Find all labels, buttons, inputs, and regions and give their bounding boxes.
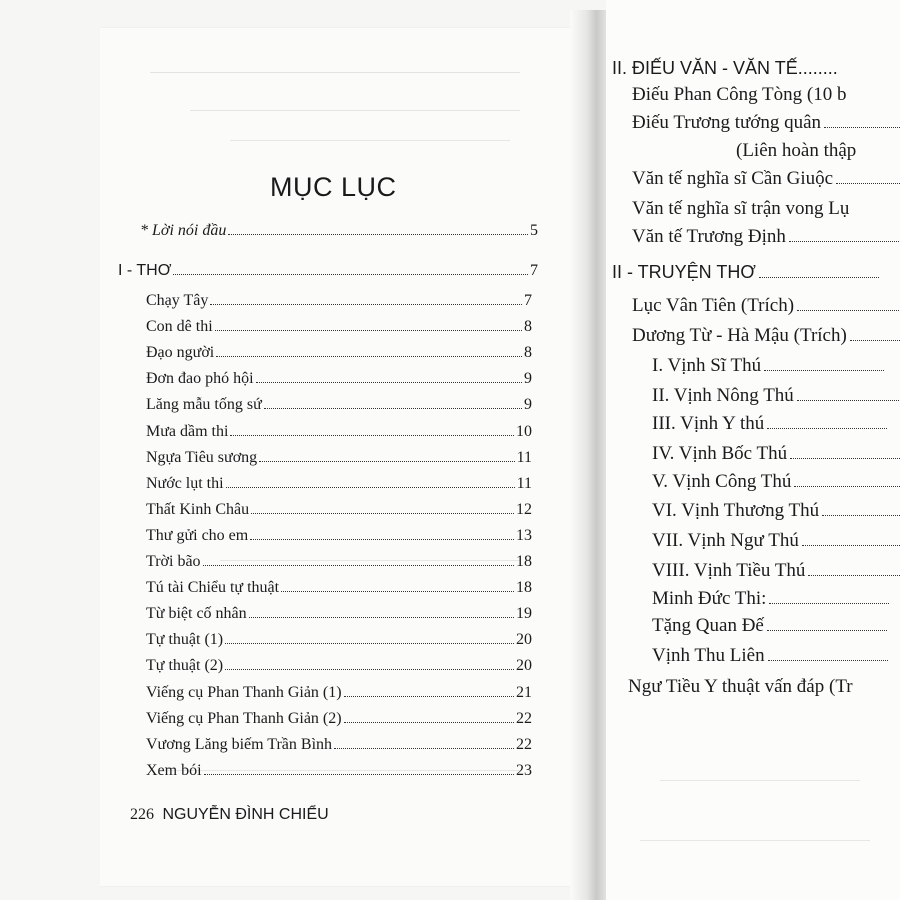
section-page: 7 <box>530 262 538 279</box>
right-toc-entry <box>632 325 900 347</box>
right-toc-entry <box>652 560 900 582</box>
toc-entry-page: 9 <box>524 370 532 388</box>
toc-entry-label: * Lời nói đầu <box>140 222 227 239</box>
toc-entry <box>146 344 532 362</box>
toc-entry-page: 11 <box>516 448 532 466</box>
right-toc-entry-label: Tặng Quan Đế <box>652 615 764 636</box>
right-toc-entry <box>632 112 900 134</box>
right-toc-entry <box>632 168 900 190</box>
right-toc-entry <box>652 500 900 522</box>
right-toc-entry <box>612 262 879 283</box>
toc-entry-label: Từ biệt cố nhân <box>146 605 247 623</box>
dot-leader <box>344 722 514 723</box>
toc-entry-label: Đơn đao phó hội <box>146 370 254 388</box>
toc-entry-page: 13 <box>516 526 532 544</box>
toc-entry <box>146 423 532 441</box>
right-toc-entry <box>652 530 900 552</box>
dot-leader <box>767 630 887 631</box>
dot-leader <box>759 277 879 278</box>
right-toc-entry <box>652 385 900 407</box>
right-toc-entry-label: Lục Vân Tiên (Trích) <box>632 295 795 316</box>
right-toc-entry <box>652 443 900 465</box>
toc-entry-label: Trời bão <box>146 553 201 570</box>
right-toc-entry <box>612 58 838 79</box>
right-toc-entry <box>632 84 846 106</box>
dot-leader <box>281 591 514 592</box>
dot-leader <box>822 515 900 516</box>
right-toc-entry <box>652 615 887 637</box>
dot-leader <box>797 310 900 311</box>
footer-author: NGUYỄN ĐÌNH CHIỂU <box>162 806 329 823</box>
toc-entry-page: 12 <box>516 500 532 518</box>
toc-entry <box>146 736 532 754</box>
dot-leader <box>228 234 528 235</box>
toc-entry <box>146 527 532 545</box>
right-toc-entry-label: VI. Vịnh Thương Thú <box>652 500 820 521</box>
toc-entry-page: 10 <box>516 422 532 440</box>
right-toc-entry-label: II. Vịnh Nông Thú <box>652 385 794 406</box>
dot-leader <box>250 539 514 540</box>
right-toc-entry-label: II - TRUYỆN THƠ <box>612 262 756 282</box>
toc-entry <box>146 631 532 649</box>
right-toc-entry-label: III. Vịnh Y thú <box>652 413 765 434</box>
toc-entry <box>146 449 532 467</box>
toc-entry-page: 8 <box>524 344 532 362</box>
dot-leader <box>204 774 514 775</box>
dot-leader <box>216 356 522 357</box>
right-toc-entry-label: Minh Đức Thi: <box>652 588 767 609</box>
dot-leader <box>344 696 514 697</box>
toc-entry-label: Nước lụt thi <box>146 474 224 492</box>
right-toc-entry <box>652 645 888 667</box>
right-toc-entry <box>652 413 887 435</box>
toc-entry-page: 21 <box>516 683 532 701</box>
toc-entry <box>146 370 532 388</box>
right-toc-entry-label: Văn tế nghĩa sĩ trận vong Lụ <box>632 198 850 219</box>
right-toc-entry-label: VII. Vịnh Ngư Thú <box>652 530 799 551</box>
toc-entry-label: Vương Lăng biếm Trần Bình <box>146 735 333 753</box>
toc-entry-label: Viếng cụ Phan Thanh Giản (2) <box>146 709 342 727</box>
toc-entry-label: Ngựa Tiêu sương <box>146 448 258 466</box>
toc-entry <box>146 657 532 675</box>
right-toc-entry <box>652 355 884 377</box>
dot-leader <box>259 461 514 462</box>
dot-leader <box>836 183 900 184</box>
right-toc-entry <box>628 676 853 698</box>
toc-entry <box>146 318 532 336</box>
dot-leader <box>256 382 522 383</box>
toc-entry <box>146 605 532 623</box>
toc-entry-page: 20 <box>516 657 532 675</box>
right-toc-entry <box>632 295 900 317</box>
toc-entry-label: Tự thuật (2) <box>146 657 224 675</box>
toc-entry-page: 22 <box>516 709 532 727</box>
right-toc-entry-label: II. ĐIẾU VĂN - VĂN TẾ........ <box>612 58 838 78</box>
dot-leader <box>764 370 884 371</box>
page-number: 226 <box>130 806 154 823</box>
right-toc-entry-label: V. Vịnh Công Thú <box>652 471 792 492</box>
toc-entry <box>146 579 532 597</box>
toc-entry-label: Tú tài Chiểu tự thuật <box>146 579 280 597</box>
toc-entry-page: 22 <box>516 735 532 753</box>
dot-leader <box>173 274 528 275</box>
toc-entry-intro <box>140 222 538 240</box>
toc-entry <box>146 292 532 310</box>
dot-leader <box>215 330 522 331</box>
right-toc-entry-label: Vịnh Thu Liên <box>652 645 765 666</box>
toc-entry <box>146 553 532 571</box>
right-toc-entry-label: VIII. Vịnh Tiều Thú <box>652 560 806 581</box>
toc-entry <box>146 684 532 702</box>
toc-entry-page: 9 <box>524 396 532 414</box>
right-toc-entry-label: Văn tế Trương Định <box>632 226 786 247</box>
dot-leader <box>768 660 888 661</box>
dot-leader <box>789 241 900 242</box>
toc-entry-label: Thư gửi cho em <box>146 526 249 544</box>
toc-entry-label: Lăng mẫu tống sứ <box>146 396 262 414</box>
right-toc-entry-label: I. Vịnh Sĩ Thú <box>652 355 762 376</box>
dot-leader <box>203 565 514 566</box>
toc-entry-label: Chạy Tây <box>146 292 209 309</box>
right-toc-entry <box>652 588 889 610</box>
toc-entry-label: Mưa dầm thi <box>146 422 229 440</box>
dot-leader <box>210 304 522 305</box>
dot-leader <box>264 408 522 409</box>
toc-entry-page: 18 <box>516 579 532 597</box>
toc-entry <box>146 396 532 414</box>
dot-leader <box>225 643 514 644</box>
right-toc-entry-label: Ngư Tiều Y thuật vấn đáp (Tr <box>628 676 853 697</box>
dot-leader <box>225 669 514 670</box>
dot-leader <box>251 513 514 514</box>
toc-section-heading <box>118 262 538 280</box>
dot-leader <box>850 340 900 341</box>
dot-leader <box>794 486 900 487</box>
page-title: MỤC LỤC <box>270 172 397 202</box>
toc-entry-page: 5 <box>530 222 538 239</box>
toc-entry <box>146 475 532 493</box>
right-toc-entry-label: IV. Vịnh Bốc Thú <box>652 443 788 464</box>
dot-leader <box>790 458 900 459</box>
dot-leader <box>334 748 514 749</box>
dot-leader <box>230 435 514 436</box>
toc-entry-label: Xem bói <box>146 761 202 779</box>
toc-entry-page: 11 <box>516 474 532 492</box>
dot-leader <box>797 400 900 401</box>
right-toc-entry-label: Văn tế nghĩa sĩ Cần Giuộc <box>632 168 834 189</box>
right-toc-entry-label: Điếu Trương tướng quân <box>632 112 822 133</box>
toc-entry-page: 19 <box>516 605 532 623</box>
right-toc-entry <box>632 226 900 248</box>
toc-entry <box>146 501 532 519</box>
toc-entry-page: 18 <box>516 553 532 570</box>
right-toc-entry-label: (Liên hoàn thập <box>736 140 857 161</box>
toc-entry-page: 8 <box>524 318 532 336</box>
dot-leader <box>808 575 900 576</box>
dot-leader <box>802 545 900 546</box>
dot-leader <box>249 617 514 618</box>
toc-entry-label: Con dê thi <box>146 318 213 336</box>
dot-leader <box>769 603 889 604</box>
toc-entry-label: Tự thuật (1) <box>146 631 224 649</box>
right-toc-entry-label: Điếu Phan Công Tòng (10 b <box>632 84 847 105</box>
dot-leader <box>824 127 900 128</box>
toc-entry-page: 23 <box>516 761 532 779</box>
toc-entry-label: Đạo người <box>146 344 215 362</box>
toc-entry <box>146 710 532 728</box>
section-label: I - THƠ <box>118 262 172 279</box>
right-toc-entry <box>632 198 849 220</box>
right-toc-entry <box>652 471 900 493</box>
right-toc-entry <box>736 140 856 162</box>
dot-leader <box>767 428 887 429</box>
page-footer <box>130 806 329 824</box>
toc-entry-label: Viếng cụ Phan Thanh Giản (1) <box>146 683 342 701</box>
toc-entry-label: Thất Kinh Châu <box>146 500 250 518</box>
toc-entry <box>146 762 532 780</box>
right-toc-entry-label: Dương Từ - Hà Mậu (Trích) <box>632 325 847 346</box>
toc-entry-page: 20 <box>516 631 532 649</box>
toc-entry-page: 7 <box>524 292 532 309</box>
dot-leader <box>226 487 515 488</box>
